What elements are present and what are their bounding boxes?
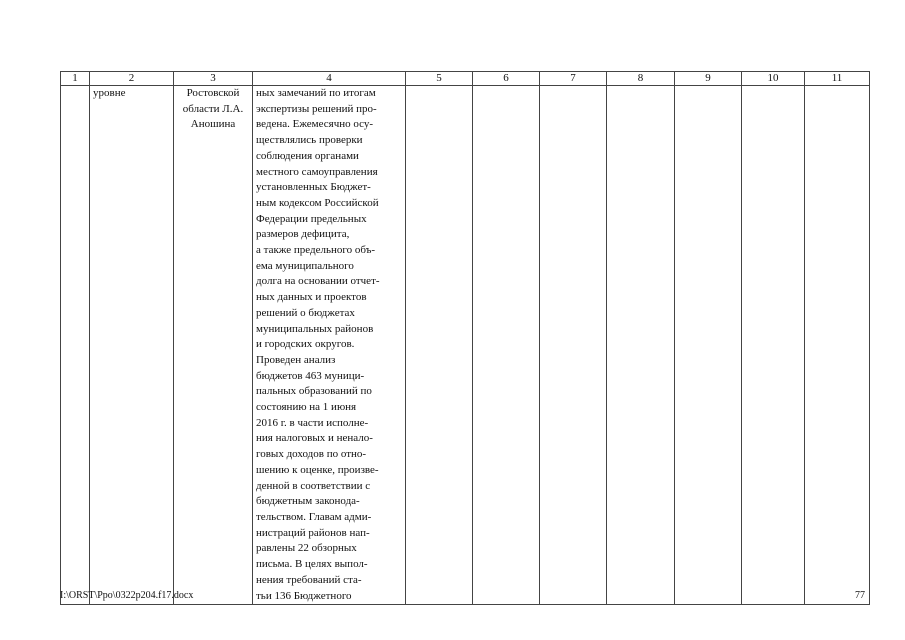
- responsible-text: Ростовской области Л.А. Аношина: [182, 87, 244, 131]
- cell-col9: [675, 86, 742, 605]
- cell-col7: [540, 86, 607, 605]
- column-header-5: 5: [406, 72, 473, 86]
- table-row: [61, 86, 870, 605]
- column-header-3: 3: [174, 72, 253, 86]
- document-table: [60, 71, 870, 605]
- column-header-2: 2: [90, 72, 174, 86]
- column-header-8: 8: [607, 72, 675, 86]
- cell-responsible: [174, 86, 253, 605]
- footer-file-path: I:\ORST\Ppo\0322p204.f17.docx: [60, 590, 194, 601]
- column-header-1: 1: [61, 72, 90, 86]
- cell-col6: [473, 86, 540, 605]
- header-row: [61, 72, 870, 86]
- cell-col1: [61, 86, 90, 605]
- column-header-7: 7: [540, 72, 607, 86]
- footer-page-number: 77: [855, 590, 865, 601]
- column-header-11: 11: [805, 72, 870, 86]
- column-header-9: 9: [675, 72, 742, 86]
- cell-col8: [607, 86, 675, 605]
- column-header-6: 6: [473, 72, 540, 86]
- cell-level: уровне: [90, 86, 174, 605]
- cell-col10: [742, 86, 805, 605]
- column-header-4: 4: [253, 72, 406, 86]
- column-header-10: 10: [742, 72, 805, 86]
- cell-col5: [406, 86, 473, 605]
- cell-description: ных замечаний по итогам экспертизы решений про- ведена. Ежемесячно осу- ществлялись проверки соблюдения органами местного самоуправления установленных Бюджет- ным кодексом Российской Федерации предельных размеров дефицита, а также предельного объ- ема муниципального долга на основании отчет- ных данных и проектов решений о бюджетах муниципальных районов и городских округов. Проведен анализ бюджетов 463 муници- пальных образований по состоянию на 1 июня 2016 г. в части исполне- ния налоговых и ненало- говых доходов по отно- шению к оценке, произве- денной в соответствии с бюджетным законода- тельством. Главам адми- нистраций районов нап- равлены 22 обзорных письма. В целях выпол- нения требований ста- тьи 136 Бюджетного: [253, 86, 406, 605]
- cell-col11: [805, 86, 870, 605]
